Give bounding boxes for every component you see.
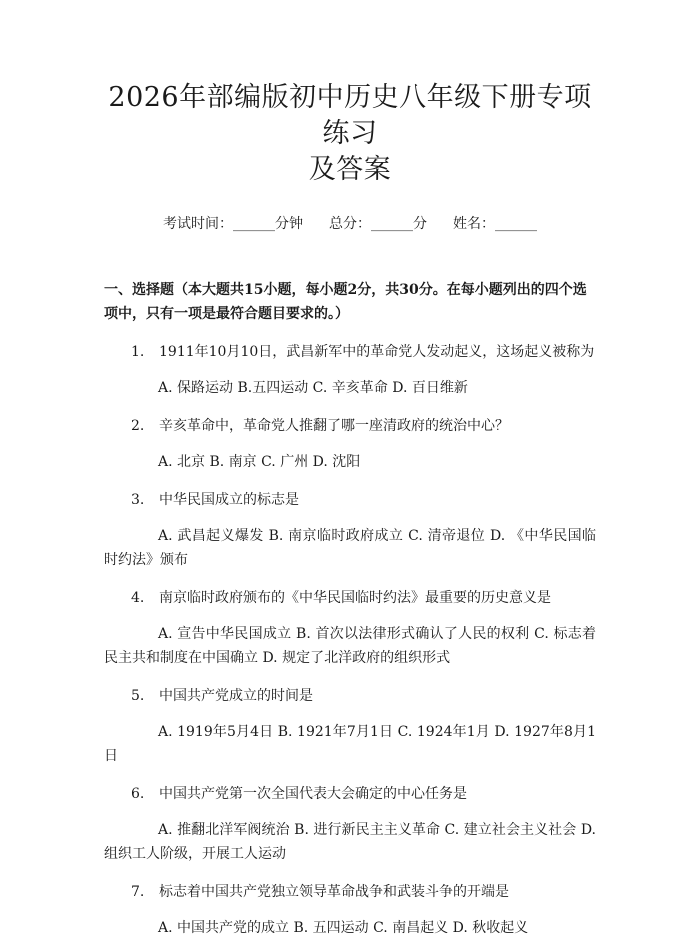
question-text: 1911年10月10日，武昌新军中的革命党人发动起义，这场起义被称为 xyxy=(159,344,595,360)
question-stem xyxy=(104,782,596,806)
question-options: A. 保路运动 B.五四运动 C. 辛亥革命 D. 百日维新 xyxy=(158,380,468,396)
question-list xyxy=(104,340,596,940)
question-item xyxy=(104,880,596,940)
question-number: 3. xyxy=(131,492,145,508)
question-stem xyxy=(104,880,596,904)
question-options: A. 武昌起义爆发 B. 南京临时政府成立 C. 清帝退位 D. 《中华民国临时约法》颁布 xyxy=(104,528,596,568)
exam-time-field: 考试时间：______分钟 xyxy=(163,216,303,232)
question-text: 南京临时政府颁布的《中华民国临时约法》最重要的历史意义是 xyxy=(159,590,551,606)
question-number: 2. xyxy=(131,418,145,434)
question-number: 1. xyxy=(131,344,145,360)
title-line-2: 及答案 xyxy=(308,154,392,185)
question-stem xyxy=(104,488,596,512)
title-line-1: 2026年部编版初中历史八年级下册专项练习 xyxy=(108,82,592,149)
question-text: 标志着中国共产党独立领导革命战争和武装斗争的开端是 xyxy=(159,884,509,900)
question-item xyxy=(104,684,596,768)
question-item xyxy=(104,782,596,866)
question-text: 中国共产党成立的时间是 xyxy=(159,688,313,704)
question-options: A. 推翻北洋军阀统治 B. 进行新民主主义革命 C. 建立社会主义社会 D. 组织工人阶级，开展工人运动 xyxy=(104,822,596,862)
question-options: A. 宣告中华民国成立 B. 首次以法律形式确认了人民的权利 C. 标志着民主共和制度在中国确立 D. 规定了北洋政府的组织形式 xyxy=(104,626,596,666)
question-item xyxy=(104,488,596,572)
question-stem xyxy=(104,586,596,610)
question-text: 中国共产党第一次全国代表大会确定的中心任务是 xyxy=(159,786,467,802)
question-options: A. 北京 B. 南京 C. 广州 D. 沈阳 xyxy=(158,454,361,470)
question-stem xyxy=(104,340,596,364)
page-title xyxy=(104,0,596,188)
total-score-field: 总分：______分 xyxy=(329,216,427,232)
question-item xyxy=(104,414,596,474)
exam-meta xyxy=(104,214,596,234)
question-text: 辛亥革命中，革命党人推翻了哪一座清政府的统治中心？ xyxy=(159,418,509,434)
question-stem xyxy=(104,414,596,438)
question-number: 4. xyxy=(131,590,145,606)
question-number: 7. xyxy=(131,884,145,900)
question-options: A. 中国共产党的成立 B. 五四运动 C. 南昌起义 D. 秋收起义 xyxy=(158,920,529,936)
question-item xyxy=(104,340,596,400)
question-item xyxy=(104,586,596,670)
question-options: A. 1919年5月4日 B. 1921年7月1日 C. 1924年1月 D. 1927年8月1日 xyxy=(104,724,596,764)
question-number: 5. xyxy=(131,688,145,704)
question-text: 中华民国成立的标志是 xyxy=(159,492,299,508)
name-field: 姓名：______ xyxy=(453,216,537,232)
question-stem xyxy=(104,684,596,708)
question-number: 6. xyxy=(131,786,145,802)
section-heading: 一、选择题（本大题共15小题，每小题2分，共30分。在每小题列出的四个选项中，只有一项是最符合题目要求的。） xyxy=(104,282,587,322)
